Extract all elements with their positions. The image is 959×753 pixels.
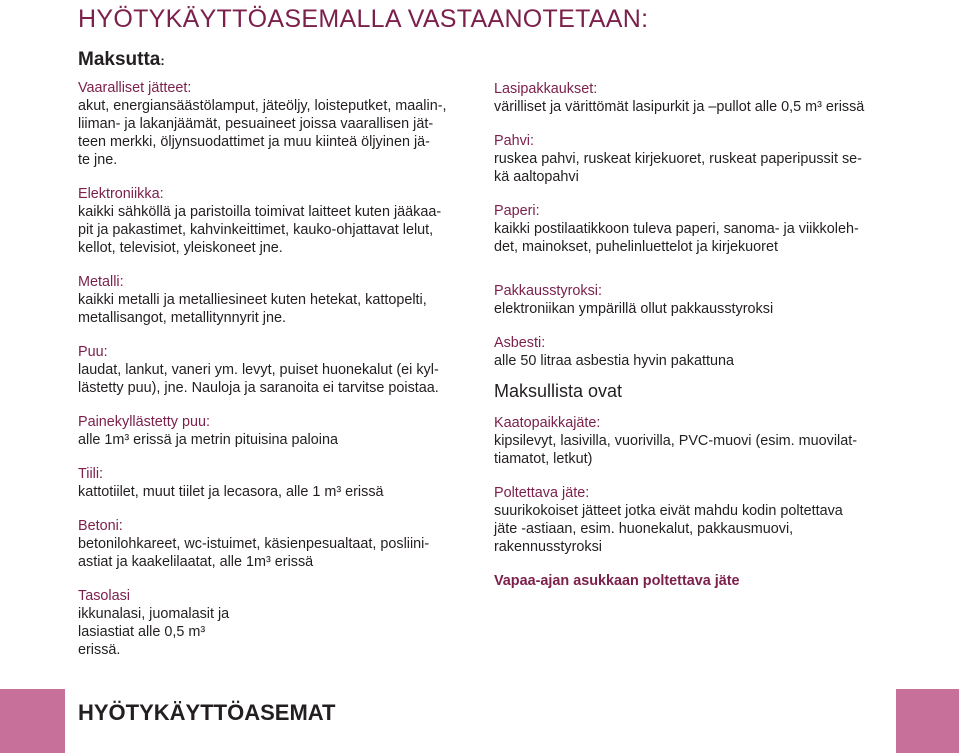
- right-column: [494, 80, 894, 590]
- entry-heading: Puu:: [78, 344, 108, 360]
- left-column: [78, 79, 478, 675]
- entry-heading: Betoni:: [78, 518, 123, 534]
- entry-heading: Tiili:: [78, 466, 104, 482]
- entry-heading: Painekyllästetty puu:: [78, 414, 210, 430]
- entry-metalli: [78, 273, 478, 327]
- entry-body: alle 1m³ erissä ja metrin pituisina paloina: [78, 432, 338, 448]
- entry-body: kattotiilet, muut tiilet ja lecasora, alle 1 m³ erissä: [78, 484, 384, 500]
- entry-heading: Vaaralliset jätteet:: [78, 80, 192, 96]
- entry-body: kaikki postilaatikkoon tuleva paperi, sanoma- ja viikkoleh- det, mainokset, puhelinluettelot ja kirjekuoret: [494, 221, 859, 255]
- entry-body: ikkunalasi, juomalasit ja lasiastiat alle 0,5 m³ erissä.: [78, 606, 230, 658]
- entry-lasipakkaukset: [494, 80, 894, 116]
- page-title: HYÖTYKÄYTTÖASEMALLA VASTAANOTETAAN:: [78, 5, 649, 33]
- entry-heading: Kaatopaikkajäte:: [494, 415, 601, 431]
- entry-body: laudat, lankut, vaneri ym. levyt, puiset huonekalut (ei kyl- lästetty puu), jne. Nauloja ja saranoita ei tarvitse poistaa.: [78, 362, 439, 396]
- footer-title: HYÖTYKÄYTTÖASEMAT: [78, 700, 336, 725]
- entry-elektroniikka: [78, 185, 478, 257]
- entry-poltettava-jate: [494, 484, 894, 556]
- entry-heading: Metalli:: [78, 274, 124, 290]
- entry-painekyllastetty-puu: [78, 413, 478, 449]
- entry-body: ruskea pahvi, ruskeat kirjekuoret, ruskeat paperipussit se- kä aaltopahvi: [494, 151, 862, 185]
- entry-body: betonilohkareet, wc-istuimet, käsienpesualtaat, posliini- astiat ja kaakelilaatat, alle 1m³ erissä: [78, 536, 430, 570]
- entry-body: elektroniikan ympärillä ollut pakkausstyroksi: [494, 301, 774, 317]
- entry-heading: Poltettava jäte:: [494, 485, 590, 501]
- subtitle-text: Maksutta: [78, 49, 161, 70]
- entry-betoni: [78, 517, 478, 571]
- entry-heading: Pahvi:: [494, 133, 534, 149]
- entry-body: värilliset ja värittömät lasipurkit ja –pullot alle 0,5 m³ erissä: [494, 99, 865, 115]
- entry-body: alle 50 litraa asbestia hyvin pakattuna: [494, 353, 734, 369]
- entry-heading: Lasipakkaukset:: [494, 81, 598, 97]
- entry-asbesti: [494, 334, 894, 370]
- entry-heading: Paperi:: [494, 203, 540, 219]
- entry-pakkausstyroksi: [494, 282, 894, 318]
- entry-heading: Elektroniikka:: [78, 186, 164, 202]
- entry-kaatopaikkajate: [494, 414, 894, 468]
- entry-tiili: [78, 465, 478, 501]
- entry-vaaralliset-jatteet: [78, 79, 478, 169]
- entry-tasolasi: [78, 587, 478, 659]
- entry-body: kaikki sähköllä ja paristoilla toimivat laitteet kuten jääkaa- pit ja pakastimet, kahvinkeittimet, kauko-ohjattavat lelut, kellot, televisiot, yleiskoneet jne.: [78, 204, 442, 256]
- entry-puu: [78, 343, 478, 397]
- paid-heading: Maksullista ovat: [494, 381, 623, 401]
- entry-body: suurikokoiset jätteet jotka eivät mahdu kodin poltettava jäte -astiaan, esim. huonekalut, pakkausmuovi, rakennusstyroksi: [494, 503, 843, 555]
- entry-pahvi: [494, 132, 894, 186]
- entry-body: akut, energiansäästölamput, jäteöljy, loisteputket, maalin-, liiman- ja lakanjäämät, pesuaineet joissa vaarallisen jät- teen merkki, öljynsuodattimet ja muu kiinteä öljyinen jä- te jne.: [78, 98, 447, 168]
- entry-paperi: [494, 202, 894, 256]
- entry-heading: Pakkausstyroksi:: [494, 283, 602, 299]
- section-subtitle: [78, 49, 165, 71]
- entry-heading: Tasolasi: [78, 588, 130, 604]
- leisure-resident-line: Vapaa-ajan asukkaan poltettava jäte: [494, 573, 740, 589]
- entry-body: kaikki metalli ja metalliesineet kuten hetekat, kattopelti, metallisangot, metallitynnyrit jne.: [78, 292, 427, 326]
- entry-body: kipsilevyt, lasivilla, vuorivilla, PVC-muovi (esim. muovilat- tiamatot, letkut): [494, 433, 858, 467]
- subtitle-colon: :: [160, 53, 165, 68]
- entry-heading: Asbesti:: [494, 335, 546, 351]
